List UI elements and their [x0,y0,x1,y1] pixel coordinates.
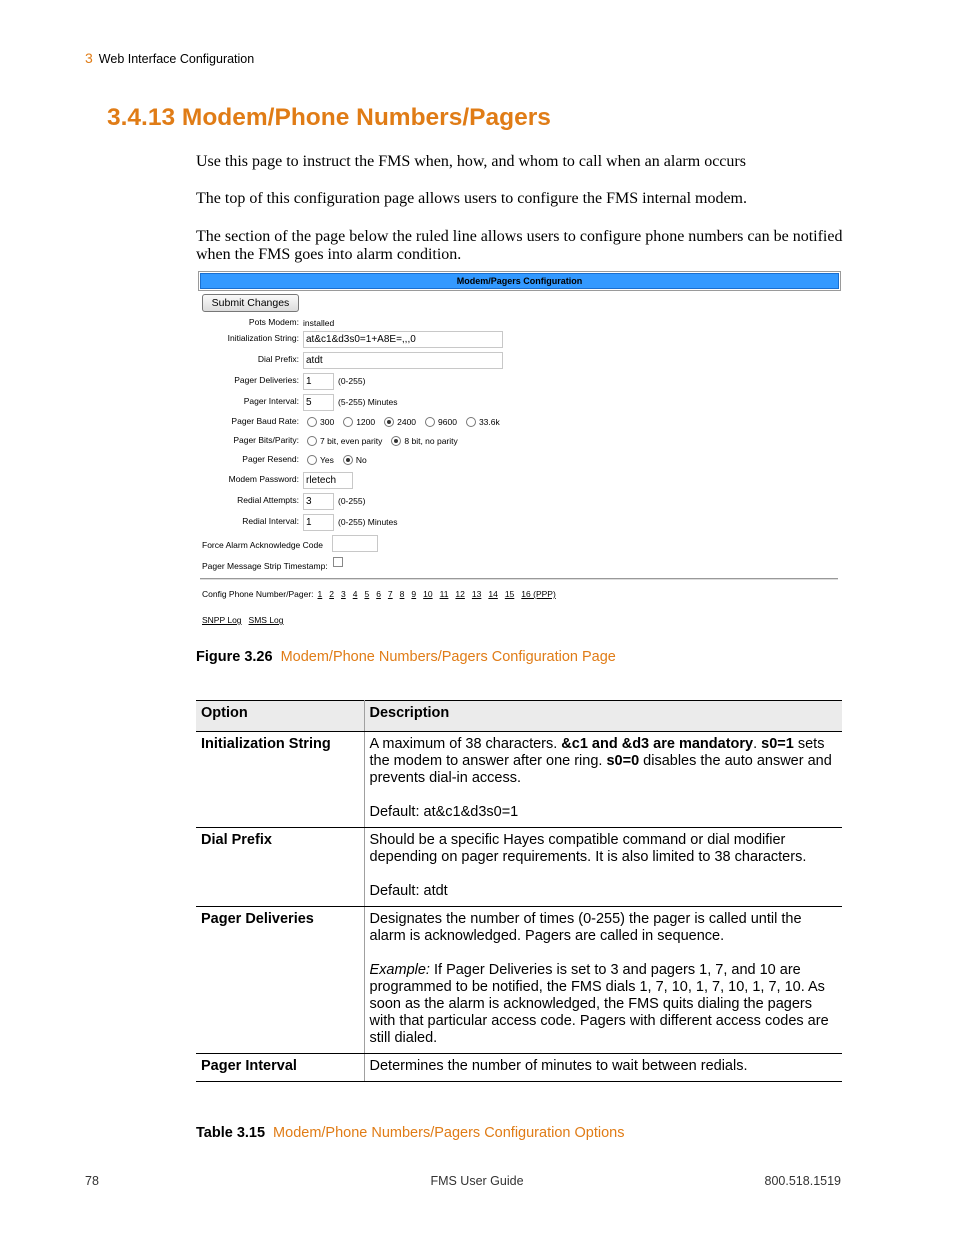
config-header [198,271,841,291]
force-ack-label: Force Alarm Acknowledge Code [202,540,323,550]
phone-links-label: Config Phone Number/Pager: [202,589,314,599]
table-caption [196,1125,624,1141]
seven-bit-radio[interactable] [307,436,317,446]
example-text: If Pager Deliveries is set to 3 and pagers 1, 7, and 10 are programmed to be notified, the FMS dials 1, 7, 10, 1, 7, 10, 1, 7, 10. As soon as the alarm is acknowledged, the FMS quits dialing the pagers with that particular access code. Pagers with different access codes are still dialed. [369,962,829,1046]
resend-yes-label: Yes [320,455,334,465]
phone-link-5[interactable]: 5 [364,589,370,599]
chapter-title: Web Interface Configuration [98,52,255,66]
option-cell: Pager Interval [196,1054,364,1082]
baud-1200-radio[interactable] [343,417,353,427]
redial-interval-label: Redial Interval: [242,516,299,526]
description-cell [364,828,842,907]
phone-link-10[interactable]: 10 [423,589,433,599]
baud-300-label: 300 [320,417,335,427]
table-caption-text: Modem/Phone Numbers/Pagers Configuration Options [273,1125,625,1141]
init-string-row [198,329,838,349]
phone-link-12[interactable]: 12 [455,589,465,599]
dial-prefix-label: Dial Prefix: [257,354,299,364]
footer-title: FMS User Guide [430,1174,524,1188]
eight-bit-radio[interactable] [391,436,401,446]
pager-interval-row [198,392,838,412]
phone-link-1[interactable]: 1 [317,589,323,599]
baud-2400-label: 2400 [397,417,417,427]
phone-link-14[interactable]: 14 [488,589,498,599]
figure-caption [196,649,616,665]
default-text: Default: at&c1&d3s0=1 [369,804,519,820]
chapter-number: 3 [85,50,93,66]
phone-links [202,589,563,599]
baud-1200-label: 1200 [356,417,376,427]
init-string-input[interactable]: at&c1&d3s0=1+A8E=,,,0 [303,331,503,348]
dial-prefix-row [198,350,838,370]
page-number: 78 [85,1174,99,1188]
desc-text: . [753,736,762,752]
description-header: Description [364,701,842,732]
pager-interval-unit: (5-255) Minutes [338,397,398,407]
pots-modem-value: installed [303,318,335,328]
baud-33-6k-radio[interactable] [466,417,476,427]
phone-link-11[interactable]: 11 [439,589,449,599]
strip-timestamp-label: Pager Message Strip Timestamp: [202,561,328,571]
sms-log-link[interactable]: SMS Log [248,615,284,625]
pager-interval-input[interactable]: 5 [303,394,334,411]
pager-deliveries-input[interactable]: 1 [303,373,334,390]
figure-number: Figure 3.26 [196,649,273,665]
baud-9600-label: 9600 [438,417,457,427]
description-cell: Determines the number of minutes to wait between redials. [364,1054,842,1082]
figure-caption-text: Modem/Phone Numbers/Pagers Configuration Page [280,649,616,665]
footer-phone: 800.518.1519 [764,1174,841,1188]
phone-link-4[interactable]: 4 [352,589,358,599]
init-string-label: Initialization String: [227,333,299,343]
phone-link-9[interactable]: 9 [411,589,417,599]
phone-link-8[interactable]: 8 [399,589,405,599]
redial-attempts-row [198,491,838,511]
phone-link-6[interactable]: 6 [376,589,381,599]
modem-paragraph: The top of this configuration page allows users to configure the FMS internal modem. [196,190,747,207]
pager-resend-label: Pager Resend: [242,454,299,464]
desc-bold: s0=1 [761,736,794,752]
seven-bit-label: 7 bit, even parity [320,436,383,446]
table-row [196,1054,842,1082]
redial-interval-row [198,512,838,532]
redial-interval-unit: (0-255) Minutes [338,517,398,527]
desc-bold: &c1 and &d3 are mandatory [561,736,754,752]
desc-text: A maximum of 38 characters. [369,736,562,752]
redial-interval-input[interactable]: 1 [303,514,334,531]
phone-link-2[interactable]: 2 [329,589,334,599]
phone-link-3[interactable]: 3 [340,589,346,599]
ruled-line [200,578,838,580]
modem-password-row [198,470,838,490]
redial-attempts-input[interactable]: 3 [303,493,334,510]
eight-bit-label: 8 bit, no parity [404,436,458,446]
bits-parity-label: Pager Bits/Parity: [233,435,299,445]
description-cell [364,732,842,828]
table-number: Table 3.15 [196,1125,266,1141]
option-cell: Dial Prefix [196,828,364,907]
desc-text: disables the auto answer and prevents dial-in access. [369,753,832,786]
table-row [196,828,842,907]
redial-attempts-unit: (0-255) [338,496,366,506]
redial-attempts-label: Redial Attempts: [237,495,299,505]
pager-resend-row [198,450,838,470]
intro-paragraph: Use this page to instruct the FMS when, how, and whom to call when an alarm occurs [196,153,746,170]
resend-no-label: No [355,455,367,465]
baud-rate-label: Pager Baud Rate: [231,416,299,426]
baud-2400-radio[interactable] [384,417,394,427]
submit-changes-button[interactable]: Submit Changes [202,294,299,312]
table-header-row [196,701,842,732]
running-header [85,50,254,66]
log-links [202,615,291,625]
desc-text: sets the modem to answer after one ring. [369,736,825,769]
default-text: Default: atdt [369,883,448,899]
resend-no-radio[interactable] [343,455,353,465]
desc-text: Designates the number of times (0-255) the pager is called until the alarm is acknowledged. Pagers are called in sequence. [369,911,802,944]
option-cell: Initialization String [196,732,364,828]
baud-9600-radio[interactable] [425,417,435,427]
desc-bold: s0=0 [606,753,640,769]
baud-rate-row [198,412,838,432]
options-table [196,700,842,1082]
config-screenshot [198,270,844,632]
pager-deliveries-label: Pager Deliveries: [234,375,299,385]
strip-timestamp-checkbox[interactable] [333,557,343,567]
option-header: Option [196,701,364,732]
phone-paragraph: The section of the page below the ruled line allows users to configure phone numbers can be notified when the FMS goes into alarm condition. [196,228,843,263]
section-title: 3.4.13 Modem/Phone Numbers/Pagers [107,104,551,131]
baud-33-6k-label: 33.6k [478,417,500,427]
option-cell: Pager Deliveries [196,907,364,1054]
phone-link-16[interactable]: 16 (PPP) [521,589,556,599]
pots-modem-label: Pots Modem: [248,317,299,327]
pager-deliveries-unit: (0-255) [338,376,366,386]
description-cell [364,907,842,1054]
baud-300-radio[interactable] [307,417,317,427]
pager-interval-label: Pager Interval: [243,396,299,406]
desc-text: Should be a specific Hayes compatible command or dial modifier depending on pager requirements. It is also limited to 38 characters. [369,832,807,865]
table-row [196,907,842,1054]
pager-deliveries-row [198,371,838,391]
resend-yes-radio[interactable] [307,455,317,465]
phone-link-13[interactable]: 13 [471,589,482,599]
snpp-log-link[interactable]: SNPP Log [202,615,242,625]
config-header-bar: Modem/Pagers Configuration [200,273,839,289]
dial-prefix-input[interactable]: atdt [303,352,503,369]
example-label: Example: [369,962,430,978]
bits-parity-row [198,431,838,451]
modem-password-label: Modem Password: [228,474,299,484]
force-ack-input[interactable] [332,535,378,552]
phone-link-15[interactable]: 15 [504,589,515,599]
phone-link-7[interactable]: 7 [387,589,393,599]
table-row [196,732,842,828]
modem-password-input[interactable]: rletech [303,472,353,489]
